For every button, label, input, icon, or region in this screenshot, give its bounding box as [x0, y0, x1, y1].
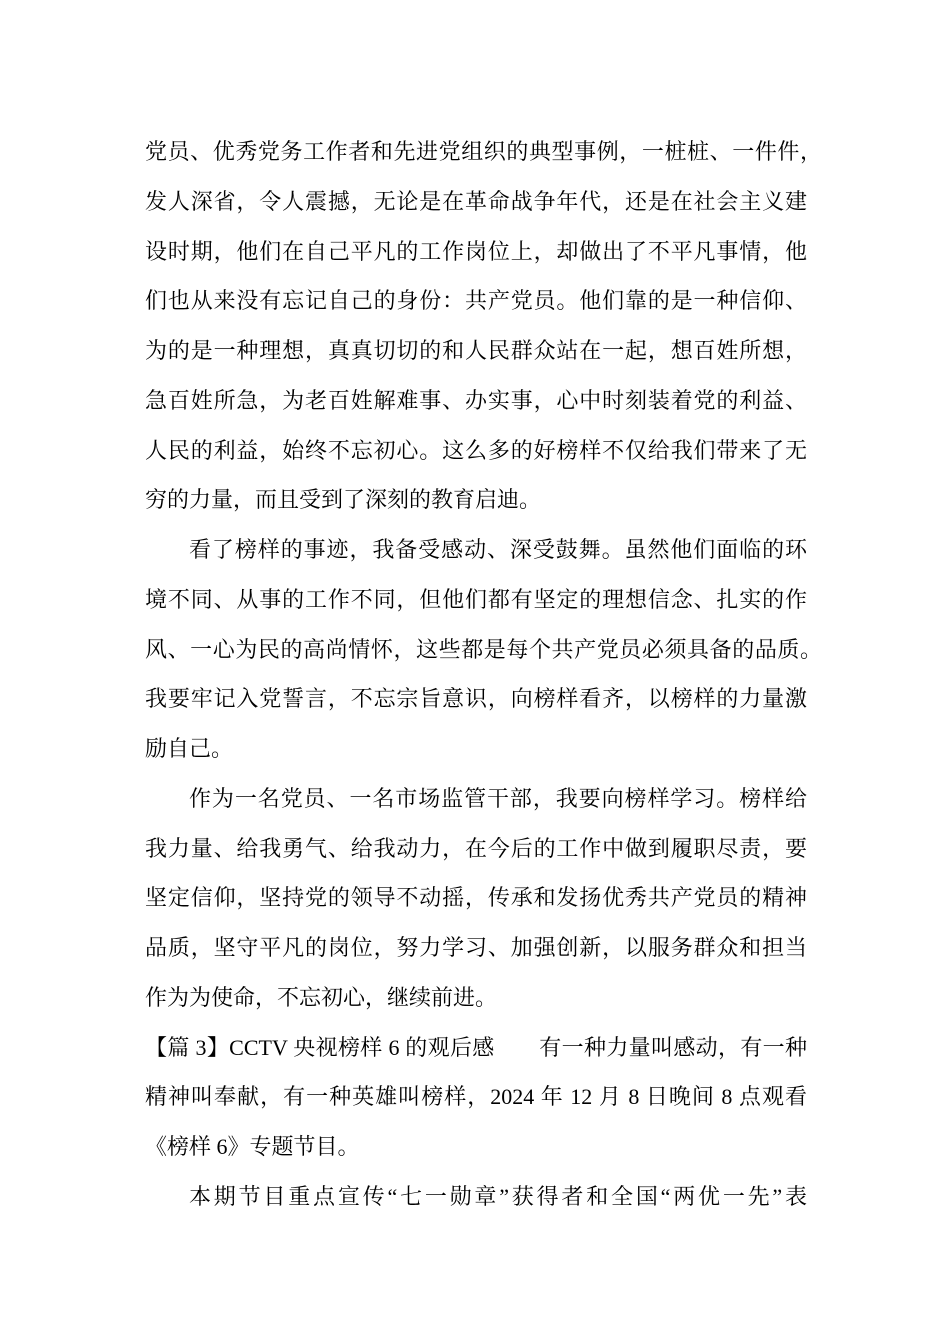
text-line: 人民的利益，始终不忘初心。这么多的好榜样不仅给我们带来了无	[145, 437, 807, 463]
text-line: 《榜样 6》专题节目。	[145, 1134, 360, 1159]
text-line: 发人深省，令人震撼，无论是在革命战争年代，还是在社会主义建	[145, 188, 807, 214]
text-line: 我要牢记入党誓言，不忘宗旨意识，向榜样看齐，以榜样的力量激	[145, 686, 807, 712]
text-line: 急百姓所急，为老百姓解难事、办实事，心中时刻装着党的利益、	[145, 387, 807, 413]
paragraph-program-focus	[145, 1172, 807, 1222]
text-line: 党员、优秀党务工作者和先进党组织的典型事例，一桩桩、一件件，	[145, 139, 822, 164]
text-line: 精神叫奉献，有一种英雄叫榜样，2024 年 12 月 8 日晚间 8 点观看	[145, 1084, 807, 1110]
text-line: 励自己。	[145, 736, 234, 761]
paragraph-reflection	[145, 525, 822, 774]
paragraph-article-3-intro	[145, 1023, 807, 1172]
text-line: 设时期，他们在自己平凡的工作岗位上，却做出了不平凡事情，他	[145, 238, 807, 264]
text-line: 看了榜样的事迹，我备受感动、深受鼓舞。虽然他们面临的环	[189, 537, 807, 562]
text-line: 本期节目重点宣传“七一勋章”获得者和全国“两优一先”表	[189, 1183, 807, 1209]
text-line: 坚定信仰，坚持党的领导不动摇，传承和发扬优秀共产党员的精神	[145, 885, 807, 911]
document-body	[145, 127, 822, 1222]
section-heading-line: 【篇 3】CCTV 央视榜样 6 的观后感 有一种力量叫感动，有一种	[145, 1034, 807, 1060]
text-line: 风、一心为民的高尚情怀，这些都是每个共产党员必须具备的品质。	[145, 636, 822, 662]
paragraph-commitment	[145, 774, 807, 1023]
paragraph-exemplar-stories	[145, 127, 822, 525]
text-line: 为的是一种理想，真真切切的和人民群众站在一起，想百姓所想，	[145, 338, 807, 363]
text-line: 们也从来没有忘记自己的身份：共产党员。他们靠的是一种信仰、	[145, 288, 807, 314]
text-line: 作为一名党员、一名市场监管干部，我要向榜样学习。榜样给	[189, 785, 807, 811]
text-line: 境不同、从事的工作不同，但他们都有坚定的理想信念、扎实的作	[145, 586, 807, 612]
text-line: 穷的力量，而且受到了深刻的教育启迪。	[145, 487, 542, 513]
text-line: 作为为使命，不忘初心，继续前进。	[145, 984, 498, 1010]
text-line: 品质，坚守平凡的岗位，努力学习、加强创新，以服务群众和担当	[145, 935, 807, 960]
text-line: 我力量、给我勇气、给我动力，在今后的工作中做到履职尽责，要	[145, 835, 807, 861]
